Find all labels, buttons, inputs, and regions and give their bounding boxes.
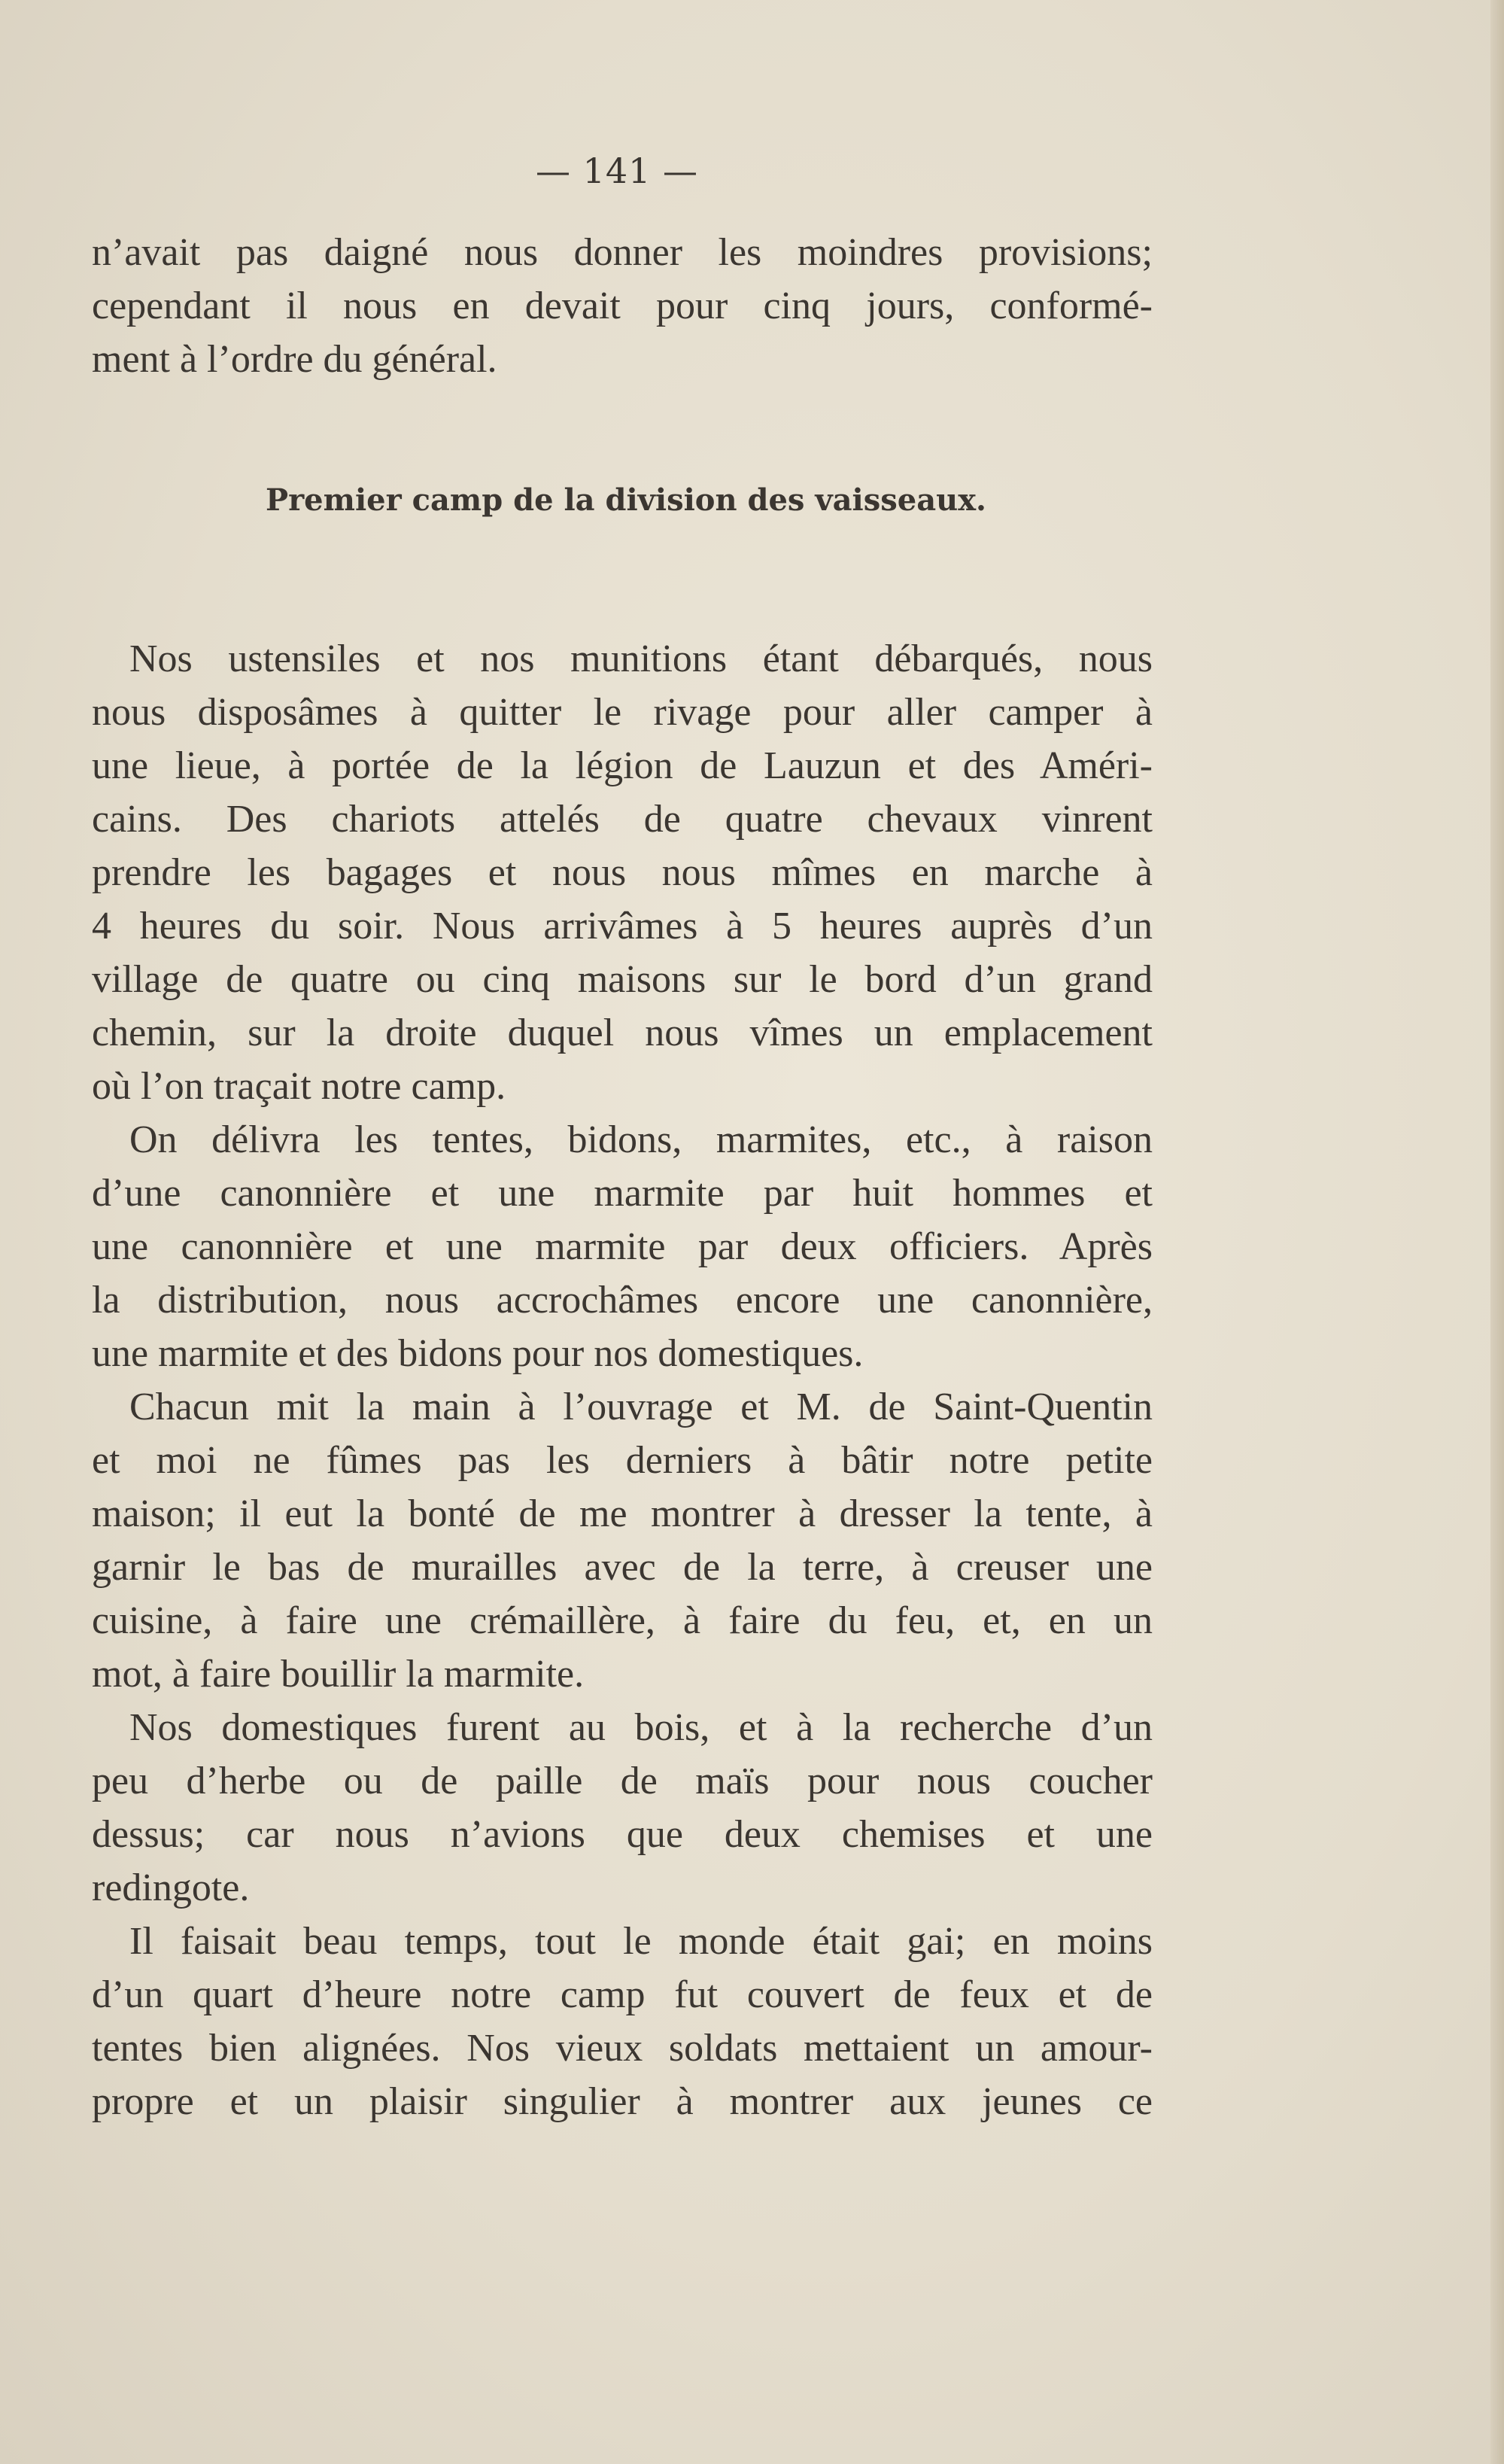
text-line: peu d’herbe ou de paille de maïs pour nous coucher [92,1760,1153,1802]
text-line: Nos domestiques furent au bois, et à la recherche d’un [129,1706,1153,1749]
section-heading: Premier camp de la division des vaisseaux. [266,482,986,518]
text-line: une lieue, à portée de la légion de Lauzun et des Améri- [92,744,1153,787]
text-line: la distribution, nous accrochâmes encore une canonnière, [92,1279,1153,1322]
text-line: propre et un plaisir singulier à montrer aux jeunes ce [92,2080,1153,2123]
text-line: Chacun mit la main à l’ouvrage et M. de Saint-Quentin [129,1386,1153,1428]
text-line: Nos ustensiles et nos munitions étant débarqués, nous [129,637,1153,680]
paragraph-4 [92,1701,1153,1915]
text-line: cependant il nous en devait pour cinq jours, conformé- [92,284,1153,327]
text-line: village de quatre ou cinq maisons sur le bord d’un grand [92,958,1153,1001]
page-edge [1490,0,1504,2464]
paragraph-3 [92,1380,1153,1701]
text-block [92,226,1153,2128]
text-line: d’une canonnière et une marmite par huit hommes et [92,1172,1153,1215]
text-line: maison; il eut la bonté de me montrer à dresser la tente, à [92,1492,1153,1535]
text-line: prendre les bagages et nous nous mîmes en marche à [92,851,1153,894]
text-line: mot, à faire bouillir la marmite. [92,1653,585,1696]
text-line: chemin, sur la droite duquel nous vîmes un emplacement [92,1011,1153,1054]
paragraph-1 [92,632,1153,1113]
text-line: dessus; car nous n’avions que deux chemises et une [92,1813,1153,1856]
paragraph-5 [92,1915,1153,2128]
text-line: cains. Des chariots attelés de quatre chevaux vinrent [92,798,1153,841]
continuation-paragraph [92,226,1153,386]
text-line: et moi ne fûmes pas les derniers à bâtir notre petite [92,1439,1153,1482]
text-line: nous disposâmes à quitter le rivage pour aller camper à [92,691,1153,734]
text-line: cuisine, à faire une crémaillère, à faire du feu, et, en un [92,1599,1153,1642]
text-line: 4 heures du soir. Nous arrivâmes à 5 heures auprès d’un [92,905,1153,948]
text-line: où l’on traçait notre camp. [92,1065,506,1108]
page-number: — 141 — [535,151,699,191]
text-line: garnir le bas de murailles avec de la terre, à creuser une [92,1546,1153,1589]
text-line: tentes bien alignées. Nos vieux soldats mettaient un amour- [92,2027,1153,2070]
text-line: une canonnière et une marmite par deux officiers. Après [92,1225,1153,1268]
text-line: On délivra les tentes, bidons, marmites, etc., à raison [129,1118,1153,1161]
text-line: d’un quart d’heure notre camp fut couvert de feux et de [92,1973,1153,2016]
text-line: Il faisait beau temps, tout le monde était gai; en moins [129,1920,1153,1963]
text-line: ment à l’ordre du général. [92,338,497,381]
text-line: n’avait pas daigné nous donner les moindres provisions; [92,231,1153,274]
paragraph-2 [92,1113,1153,1380]
text-line: redingote. [92,1866,250,1909]
text-line: une marmite et des bidons pour nos domestiques. [92,1332,864,1375]
